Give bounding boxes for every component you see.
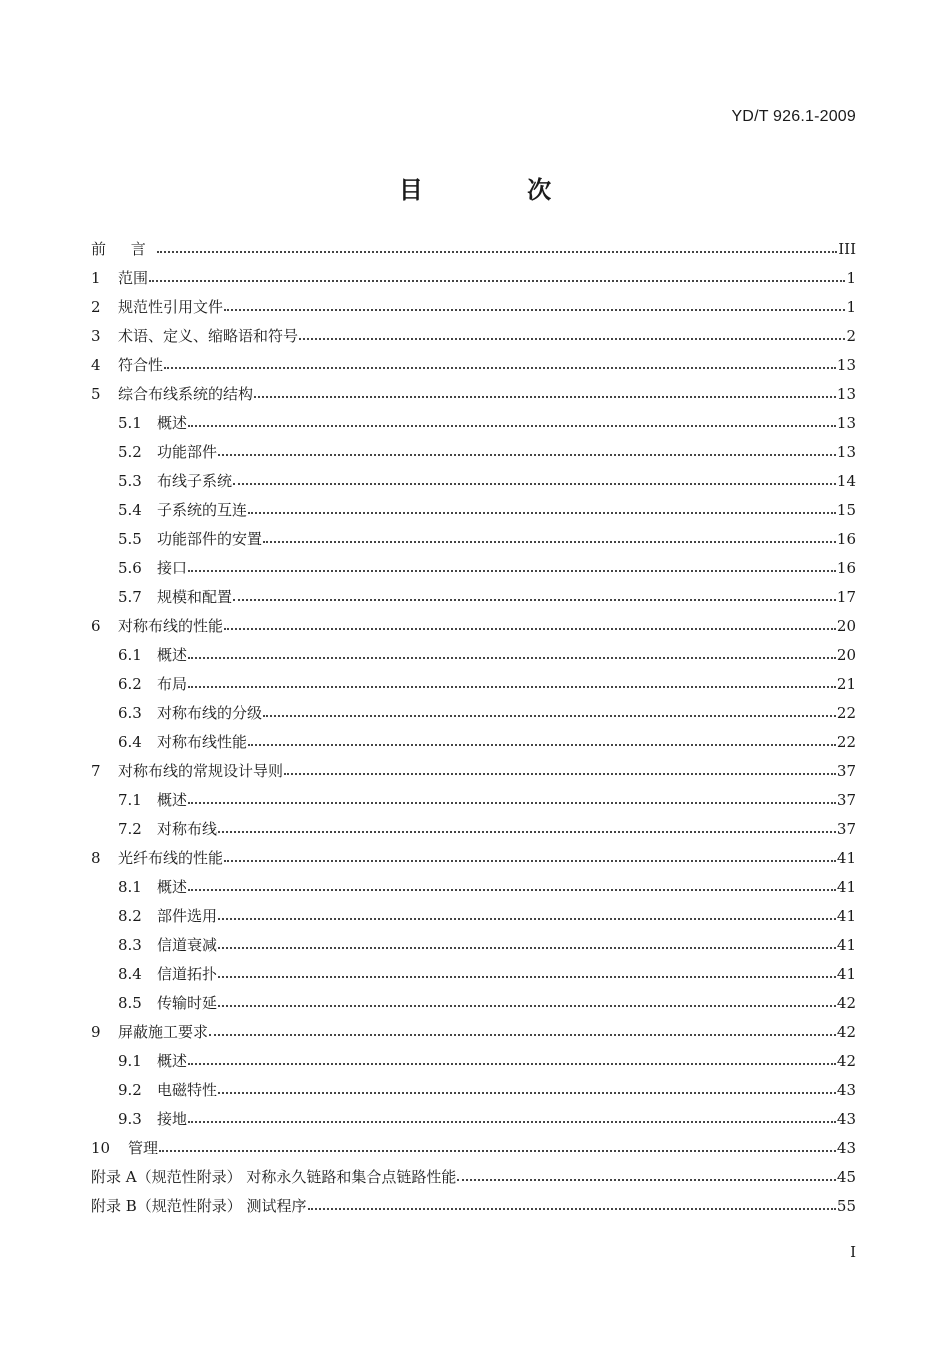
toc-entry-number: 6 <box>91 616 101 635</box>
toc-entry-title: 接口 <box>157 559 188 577</box>
toc-leader-dots <box>218 1092 836 1094</box>
toc-entry[interactable] <box>91 1017 856 1046</box>
toc-entry[interactable] <box>91 669 856 698</box>
toc-entry-number: 6.2 <box>118 674 142 693</box>
toc-entry-title: 概述 <box>157 1052 188 1070</box>
toc-entry-title: 附录 B（规范性附录） 测试程序 <box>91 1197 307 1215</box>
toc-entry-title: 规范性引用文件 <box>118 298 224 316</box>
toc-entry-title: 对称布线的分级 <box>157 704 263 722</box>
toc-entry-page: 13 <box>836 442 856 461</box>
toc-entry-page: 42 <box>836 993 856 1012</box>
toc-entry[interactable] <box>91 611 856 640</box>
toc-entry-page: 20 <box>836 645 856 664</box>
toc-entry[interactable] <box>91 988 856 1017</box>
toc-entry-page: 1 <box>846 297 856 316</box>
toc-entry-title: 光纤布线的性能 <box>118 849 224 867</box>
toc-entry-page: 42 <box>836 1051 856 1070</box>
toc-entry-page: 42 <box>836 1022 856 1041</box>
toc-entry[interactable] <box>91 814 856 843</box>
toc-leader-dots <box>218 1005 836 1007</box>
toc-entry[interactable] <box>91 901 856 930</box>
toc-entry-number: 9.2 <box>118 1080 142 1099</box>
toc-leader-dots <box>188 425 836 427</box>
toc-entry-number: 7 <box>91 761 101 780</box>
toc-entry-page: 16 <box>836 529 856 548</box>
toc-entry[interactable] <box>91 1075 856 1104</box>
toc-leader-dots <box>218 454 836 456</box>
toc-entry-page: 13 <box>836 413 856 432</box>
toc-entry-title: 子系统的互连 <box>157 501 248 519</box>
toc-entry-page: 2 <box>846 326 856 345</box>
toc-entry-title: 对称布线性能 <box>157 733 248 751</box>
toc-leader-dots <box>299 338 845 340</box>
toc-entry-title: 概述 <box>157 646 188 664</box>
toc-entry[interactable] <box>91 495 856 524</box>
toc-entry-number: 5.5 <box>118 529 142 548</box>
toc-leader-dots <box>218 918 836 920</box>
toc-entry-page: 20 <box>836 616 856 635</box>
toc-entry-title: 符合性 <box>118 356 164 374</box>
toc-leader-dots <box>224 628 836 630</box>
toc-entry-title: 规模和配置 <box>157 588 233 606</box>
toc-entry-number: 5 <box>91 384 101 403</box>
toc-entry-title: 对称布线的性能 <box>118 617 224 635</box>
toc-leader-dots <box>149 280 845 282</box>
toc-entry-number: 9.1 <box>118 1051 142 1070</box>
toc-leader-dots <box>218 976 836 978</box>
toc-entry-number: 8.4 <box>118 964 142 983</box>
toc-entry-page: 21 <box>836 674 856 693</box>
toc-entry[interactable] <box>91 408 856 437</box>
toc-entry-title: 对称布线 <box>157 820 218 838</box>
toc-entry-number: 8.3 <box>118 935 142 954</box>
toc-entry-number: 6.3 <box>118 703 142 722</box>
toc-entry-title: 管理 <box>128 1139 159 1157</box>
toc-entry-number: 7.1 <box>118 790 142 809</box>
toc-leader-dots <box>263 541 836 543</box>
toc-entry-page: 41 <box>836 906 856 925</box>
toc-leader-dots <box>248 744 836 746</box>
toc-leader-dots <box>188 1121 836 1123</box>
toc-entry-title: 概述 <box>157 791 188 809</box>
toc-entry-page: 43 <box>836 1138 856 1157</box>
toc-entry[interactable] <box>91 785 856 814</box>
toc-leader-dots <box>224 860 836 862</box>
toc-entry-page: 16 <box>836 558 856 577</box>
toc-entry[interactable] <box>91 843 856 872</box>
toc-entry-title: 对称布线的常规设计导则 <box>118 762 284 780</box>
toc-leader-dots <box>263 715 836 717</box>
toc-entry-page: 15 <box>836 500 856 519</box>
toc-entry-page: 37 <box>836 819 856 838</box>
toc-entry-title: 布线子系统 <box>157 472 233 490</box>
toc-entry-number: 5.1 <box>118 413 142 432</box>
toc-entry-number: 3 <box>91 326 101 345</box>
toc-entry-page: 41 <box>836 848 856 867</box>
toc-entry-title: 屏蔽施工要求 <box>118 1023 209 1041</box>
toc-entry[interactable] <box>91 582 856 611</box>
toc-entry-title: 信道衰减 <box>157 936 218 954</box>
toc-leader-dots <box>284 773 836 775</box>
toc-entry-title: 传输时延 <box>157 994 218 1012</box>
toc-entry[interactable] <box>91 1162 856 1191</box>
toc-leader-dots <box>188 686 836 688</box>
toc-leader-dots <box>164 367 836 369</box>
toc-entry-number: 9.3 <box>118 1109 142 1128</box>
toc-entry-page: 55 <box>836 1196 856 1215</box>
toc-entry-number: 6.1 <box>118 645 142 664</box>
toc-leader-dots <box>233 599 836 601</box>
toc-entry-number: 7.2 <box>118 819 142 838</box>
toc-leader-dots <box>248 512 836 514</box>
toc-entry-number: 5.6 <box>118 558 142 577</box>
toc-entry-page: 41 <box>836 935 856 954</box>
toc-entry-page: 41 <box>836 964 856 983</box>
toc-entry-title: 功能部件的安置 <box>157 530 263 548</box>
toc-leader-dots <box>233 483 836 485</box>
toc-entry-page: 17 <box>836 587 856 606</box>
toc-entry-title: 前 言 <box>91 240 156 258</box>
toc-entry-title: 术语、定义、缩略语和符号 <box>118 327 299 345</box>
toc-entry[interactable] <box>91 872 856 901</box>
toc-entry[interactable] <box>91 321 856 350</box>
toc-entry[interactable] <box>91 1104 856 1133</box>
toc-leader-dots <box>308 1208 836 1210</box>
toc-entry[interactable] <box>91 698 856 727</box>
table-of-contents <box>91 234 856 1220</box>
toc-leader-dots <box>159 1150 836 1152</box>
toc-entry-number: 10 <box>91 1138 111 1157</box>
standard-code: YD/T 926.1-2009 <box>731 108 856 125</box>
toc-leader-dots <box>218 947 836 949</box>
toc-entry[interactable] <box>91 263 856 292</box>
toc-entry-number: 2 <box>91 297 101 316</box>
toc-entry-page: III <box>838 239 856 258</box>
toc-entry-number: 5.4 <box>118 500 142 519</box>
toc-entry-title: 信道拓扑 <box>157 965 218 983</box>
toc-entry[interactable] <box>91 727 856 756</box>
toc-leader-dots <box>188 1063 836 1065</box>
toc-entry-title: 概述 <box>157 414 188 432</box>
toc-entry-page: 37 <box>836 790 856 809</box>
toc-entry-page: 1 <box>846 268 856 287</box>
toc-entry-title: 电磁特性 <box>157 1081 218 1099</box>
toc-entry-number: 5.2 <box>118 442 142 461</box>
toc-entry[interactable] <box>91 350 856 379</box>
toc-entry-page: 22 <box>836 732 856 751</box>
toc-entry-title: 附录 A（规范性附录） 对称永久链路和集合点链路性能 <box>91 1168 457 1186</box>
toc-entry[interactable] <box>91 379 856 408</box>
toc-entry-page: 41 <box>836 877 856 896</box>
toc-entry[interactable] <box>91 640 856 669</box>
toc-entry[interactable] <box>91 756 856 785</box>
page-number: I <box>850 1243 856 1261</box>
toc-leader-dots <box>218 831 836 833</box>
toc-entry-title: 综合布线系统的结构 <box>118 385 254 403</box>
toc-entry-number: 5.3 <box>118 471 142 490</box>
toc-entry[interactable] <box>91 292 856 321</box>
toc-entry-page: 13 <box>836 355 856 374</box>
toc-entry[interactable] <box>91 1046 856 1075</box>
toc-entry[interactable] <box>91 959 856 988</box>
toc-entry[interactable] <box>91 466 856 495</box>
toc-entry[interactable] <box>91 553 856 582</box>
toc-entry-number: 8.5 <box>118 993 142 1012</box>
toc-leader-dots <box>188 570 836 572</box>
toc-entry-page: 37 <box>836 761 856 780</box>
toc-entry-title: 功能部件 <box>157 443 218 461</box>
toc-entry-number: 8 <box>91 848 101 867</box>
toc-entry[interactable] <box>91 1191 856 1220</box>
toc-entry-page: 22 <box>836 703 856 722</box>
toc-leader-dots <box>157 251 837 253</box>
toc-entry-number: 6.4 <box>118 732 142 751</box>
toc-entry-title: 接地 <box>157 1110 188 1128</box>
toc-leader-dots <box>224 309 845 311</box>
toc-entry-title: 部件选用 <box>157 907 218 925</box>
toc-entry-number: 8.2 <box>118 906 142 925</box>
toc-entry-number: 4 <box>91 355 101 374</box>
toc-entry-number: 1 <box>91 268 101 287</box>
toc-entry-page: 45 <box>836 1167 856 1186</box>
toc-leader-dots <box>457 1179 836 1181</box>
page-title: 目 次 <box>398 176 600 204</box>
toc-entry-number: 9 <box>91 1022 101 1041</box>
toc-leader-dots <box>209 1034 836 1036</box>
toc-entry[interactable] <box>91 524 856 553</box>
toc-entry-page: 14 <box>836 471 856 490</box>
toc-entry-number: 5.7 <box>118 587 142 606</box>
toc-entry[interactable] <box>91 930 856 959</box>
toc-entry-page: 43 <box>836 1109 856 1128</box>
toc-entry-number: 8.1 <box>118 877 142 896</box>
toc-leader-dots <box>188 889 836 891</box>
toc-leader-dots <box>188 802 836 804</box>
toc-leader-dots <box>254 396 836 398</box>
toc-entry-title: 布局 <box>157 675 188 693</box>
toc-entry-title: 范围 <box>118 269 149 287</box>
toc-entry-page: 43 <box>836 1080 856 1099</box>
toc-entry-page: 13 <box>836 384 856 403</box>
toc-leader-dots <box>188 657 836 659</box>
toc-entry-title: 概述 <box>157 878 188 896</box>
toc-entry[interactable] <box>91 234 856 263</box>
toc-entry[interactable] <box>91 437 856 466</box>
toc-entry[interactable] <box>91 1133 856 1162</box>
